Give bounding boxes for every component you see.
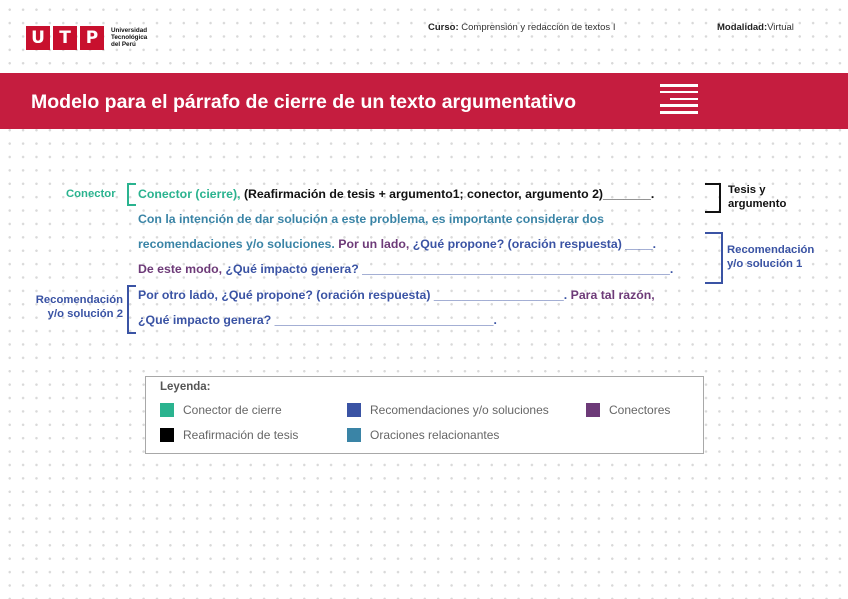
connector-1: Por un lado, [338,237,410,251]
legend-item-oraciones [347,428,499,442]
utp-logo [26,24,161,51]
bracket-recomendacion-2 [127,285,136,334]
lines-icon [660,84,698,117]
closing-connector: Conector (cierre), [138,187,241,201]
label-tesis: Tesis y argumento [728,184,787,210]
course-label: Curso: [428,22,459,33]
label-conector: Conector [66,188,116,200]
recommendation-1-question: ¿Qué propone? (oración respuesta) ____. [412,237,656,251]
logo-university-name: Universidad Tecnológica del Perú [111,27,148,48]
model-line-5 [138,288,655,302]
label-recomendacion-1: Recomendación y/o solución 1 [727,244,815,270]
legend-swatch [586,403,600,417]
logo-letter-p: P [80,26,104,50]
bracket-recomendacion-1 [705,232,723,284]
modality-value: Virtual [767,22,794,33]
legend-label: Reafirmación de tesis [183,428,299,442]
model-line-1 [138,187,654,201]
legend-label: Conectores [609,403,671,417]
legend-label: Recomendaciones y/o soluciones [370,403,549,417]
connector-3: Para tal razón, [570,288,655,302]
bracket-tesis [705,183,721,213]
bracket-conector [127,183,136,206]
legend-label: Conector de cierre [183,403,282,417]
modality-label: Modalidad: [717,22,768,33]
legend-swatch [160,428,174,442]
modality-info [717,22,794,33]
recommendation-2-question: Por otro lado, ¿Qué propone? (oración respuesta) ___________________. [138,288,568,302]
legend-swatch [347,403,361,417]
legend-item-recomendaciones [347,403,549,417]
relating-sentence: recomendaciones y/o soluciones. [138,237,335,251]
legend-swatch [347,428,361,442]
impact-question-1: ¿Qué impacto genera? _____________________________________________. [225,262,674,276]
legend-title: Leyenda: [160,381,211,393]
legend-item-conectores [586,403,670,417]
connector-2: De este modo, [138,262,223,276]
course-value: Comprensión y redacción de textos I [461,22,616,33]
logo-letter-t: T [53,26,77,50]
legend-item-reafirmacion [160,428,298,442]
logo-letter-u: U [26,26,50,50]
model-line-2: Con la intención de dar solución a este problema, es importante considerar dos [138,212,605,226]
page-title: Modelo para el párrafo de cierre de un texto argumentativo [31,91,577,113]
model-line-6: ¿Qué impacto genera? ________________________________. [138,313,497,327]
legend-label: Oraciones relacionantes [370,428,500,442]
label-recomendacion-2: Recomendación y/o solución 2 [35,294,123,320]
thesis-reaffirmation: (Reafirmación de tesis + argumento1; conector, argumento 2)_______. [243,187,655,201]
legend-item-conector-cierre [160,403,282,417]
course-info [428,22,615,33]
legend-swatch [160,403,174,417]
model-line-3 [138,237,656,251]
model-line-4 [138,262,673,276]
